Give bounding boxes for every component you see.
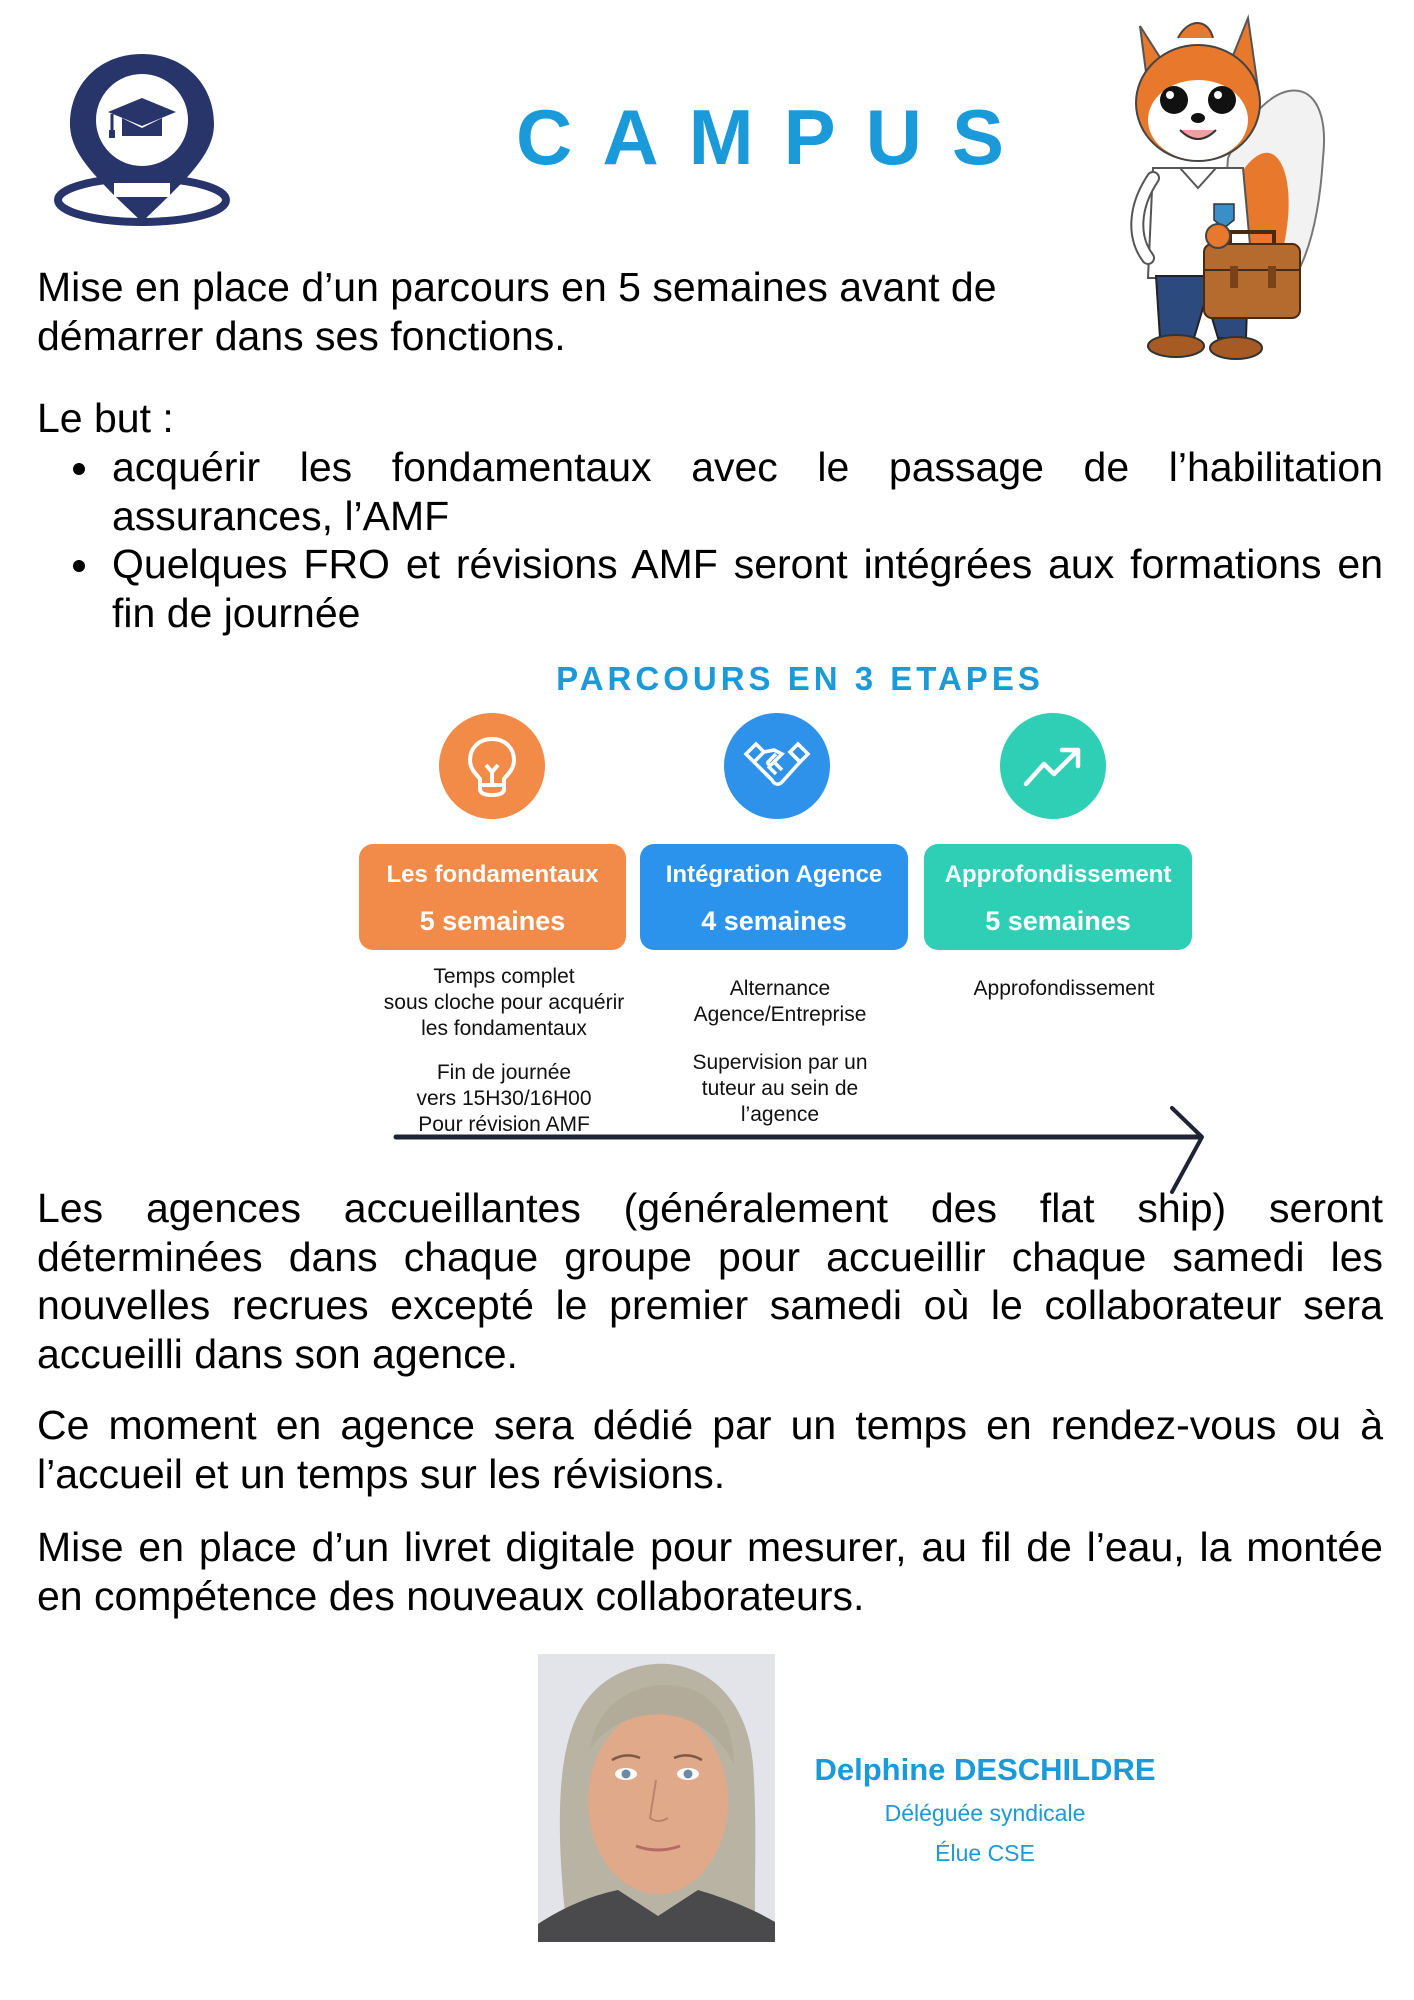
signature-role: Déléguée syndicale — [884, 1800, 1086, 1826]
squirrel-mascot-illustration — [1118, 8, 1330, 378]
goal-item-text: acquérir les fondamentaux avec le passage de l’habilitation assurances, l’AMF — [112, 444, 1383, 539]
step-3-card — [924, 844, 1192, 950]
desc-line: Pour révision AMF — [418, 1113, 590, 1136]
step-3-duration: 5 semaines — [985, 906, 1131, 936]
goal-item — [37, 443, 1383, 540]
goal-list — [37, 443, 1383, 637]
portrait-photo — [538, 1654, 775, 1942]
step-3-icon-circle — [1000, 713, 1106, 819]
step-2-icon-circle — [724, 713, 830, 819]
desc-line: l’agence — [740, 1103, 820, 1126]
step-2-card — [640, 844, 908, 950]
goal-item — [37, 540, 1383, 637]
desc-line: tuteur au sein de — [701, 1077, 859, 1100]
handshake-icon — [742, 740, 812, 792]
page-title: CAMPUS — [515, 93, 1034, 181]
step-1-duration: 5 semaines — [419, 906, 566, 936]
desc-line: vers 15H30/16H00 — [416, 1087, 592, 1110]
signature-name: Delphine DESCHILDRE — [814, 1752, 1156, 1787]
step-2-description — [640, 976, 920, 1028]
lightbulb-icon — [464, 735, 520, 797]
signature-role: Élue CSE — [935, 1840, 1035, 1866]
step-2-duration: 4 semaines — [701, 906, 847, 936]
goal-label: Le but : — [37, 395, 174, 441]
bullet-icon — [73, 463, 85, 475]
map-pin-graduation-cap-icon — [52, 50, 232, 232]
step-3-name: Approfondissement — [944, 861, 1172, 888]
step-1-description — [359, 964, 649, 1042]
step-1-icon-circle — [439, 713, 545, 819]
bullet-icon — [73, 560, 85, 572]
step-1-name: Les fondamentaux — [386, 861, 599, 888]
paragraph-agency-time: Ce moment en agence sera dédié par un temps en rendez-vous ou à l’accueil et un temps sur les révisions. — [37, 1402, 1383, 1497]
paragraph-digital-booklet: Mise en place d’un livret digitale pour mesurer, au fil de l’eau, la montée en compétence des nouveaux collaborateurs. — [37, 1524, 1383, 1619]
paragraph-host-agencies: Les agences accueillantes (généralement des flat ship) seront déterminées dans chaque groupe pour accueillir chaque samedi les nouvelles recrues excepté le premier samedi où le collaborateur sera accueilli dans son agence. — [37, 1185, 1383, 1377]
desc-line: Temps complet — [433, 965, 575, 988]
intro-text: Mise en place d’un parcours en 5 semaines avant de démarrer dans ses fonctions. — [37, 264, 997, 359]
trending-up-icon — [1022, 744, 1084, 788]
desc-line: sous cloche pour acquérir — [383, 991, 625, 1014]
step-2-name: Intégration Agence — [665, 861, 883, 888]
diagram-title: PARCOURS EN 3 ETAPES — [556, 660, 1044, 697]
step-1-card — [359, 844, 626, 950]
desc-line: Supervision par un — [692, 1051, 868, 1074]
desc-line: Agence/Entreprise — [693, 1003, 867, 1026]
desc-line: les fondamentaux — [421, 1017, 587, 1040]
desc-line: Approfondissement — [973, 977, 1155, 1000]
desc-line: Fin de journée — [436, 1061, 572, 1084]
goal-item-text: Quelques FRO et révisions AMF seront intégrées aux formations en fin de journée — [112, 541, 1383, 636]
step-3-description — [924, 976, 1204, 1002]
desc-line: Alternance — [729, 977, 831, 1000]
